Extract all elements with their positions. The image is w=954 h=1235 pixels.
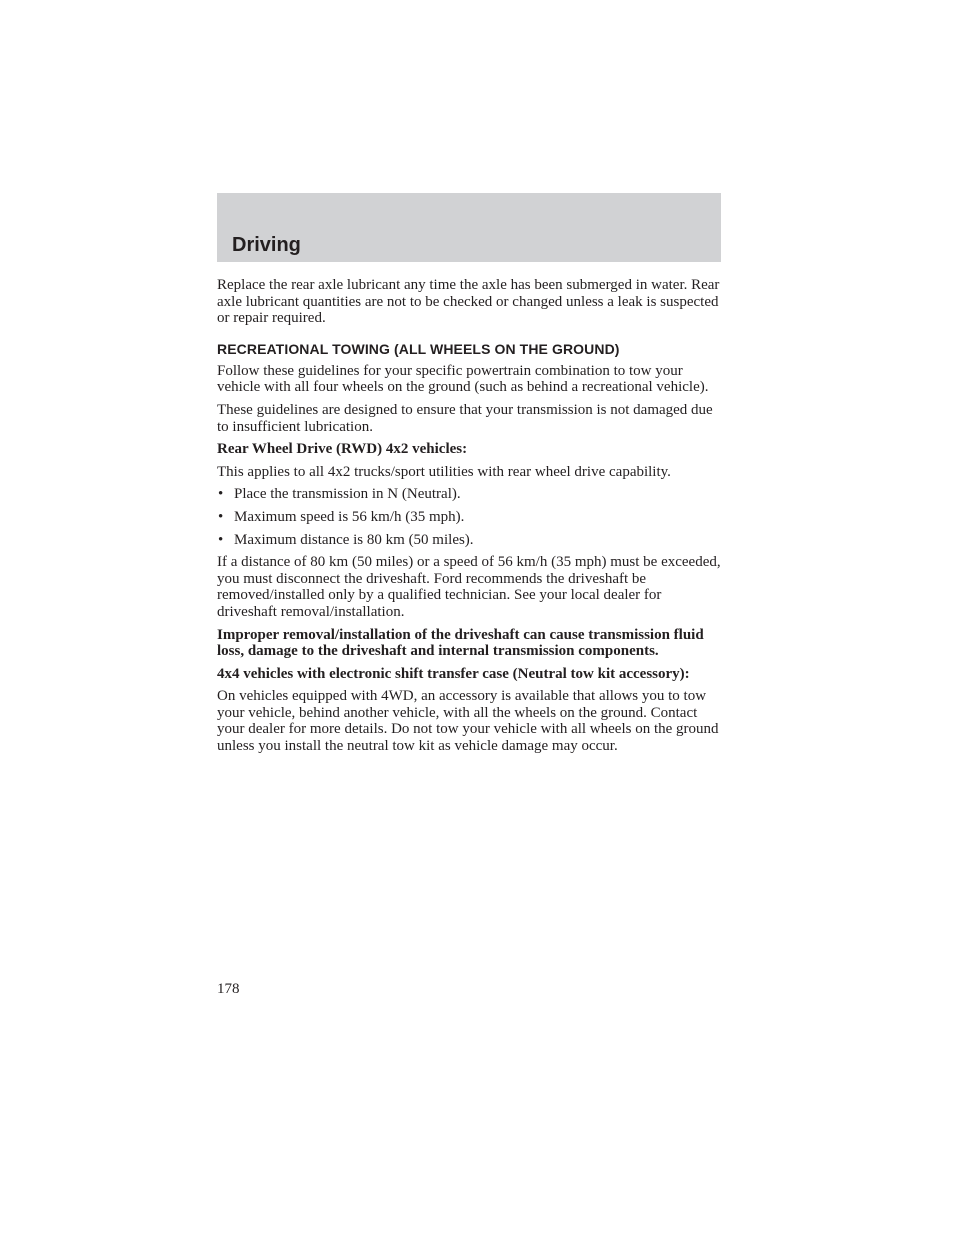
section-title: Driving — [232, 234, 301, 256]
list-item-text: Maximum distance is 80 km (50 miles). — [234, 531, 474, 548]
rwd-subheading: Rear Wheel Drive (RWD) 4x2 vehicles: — [217, 441, 468, 458]
list-item — [217, 486, 722, 503]
section-header-band — [217, 193, 721, 262]
driveshaft-warning: Improper removal/installation of the driveshaft can cause transmission fluid loss, damage to the driveshaft and internal transmission components. — [217, 626, 704, 660]
bullet-icon: • — [218, 508, 224, 525]
list-item — [217, 509, 722, 526]
recreational-towing-heading: RECREATIONAL TOWING (ALL WHEELS ON THE GROUND) — [217, 340, 620, 357]
list-item — [217, 532, 722, 549]
4wd-accessory-paragraph: On vehicles equipped with 4WD, an accessory is available that allows you to tow your vehicle, behind another vehicle, with all the wheels on the ground. Contact your dealer for more details. Do not tow your vehicle with all wheels on the ground unless you install the neutral tow kit as vehicle damage may occur. — [217, 688, 719, 755]
4x4-subheading: 4x4 vehicles with electronic shift transfer case (Neutral tow kit accessory): — [217, 665, 690, 682]
list-item-text: Place the transmission in N (Neutral). — [234, 486, 461, 503]
bullet-icon: • — [218, 486, 224, 503]
page-content — [217, 277, 722, 761]
driveshaft-paragraph: If a distance of 80 km (50 miles) or a speed of 56 km/h (35 mph) must be exceeded, you must disconnect the driveshaft. Ford recommends the driveshaft be removed/installed only by a qualified technician. See your local dealer for driveshaft removal/installation. — [217, 554, 721, 620]
guidelines-paragraph: Follow these guidelines for your specific powertrain combination to tow your vehicle with all four wheels on the ground (such as behind a recreational vehicle). — [217, 362, 709, 396]
list-item-text: Maximum speed is 56 km/h (35 mph). — [234, 508, 465, 525]
page-number: 178 — [217, 981, 240, 997]
lubrication-paragraph: These guidelines are designed to ensure that your transmission is not damaged due to insufficient lubrication. — [217, 401, 713, 435]
rwd-towing-rules-list — [217, 486, 722, 548]
axle-lubricant-paragraph: Replace the rear axle lubricant any time the axle has been submerged in water. Rear axle lubricant quantities are not to be checked or changed unless a leak is suspected or repair required. — [217, 277, 720, 327]
rwd-applies-paragraph: This applies to all 4x2 trucks/sport utilities with rear wheel drive capability. — [217, 463, 671, 480]
bullet-icon: • — [218, 531, 224, 548]
